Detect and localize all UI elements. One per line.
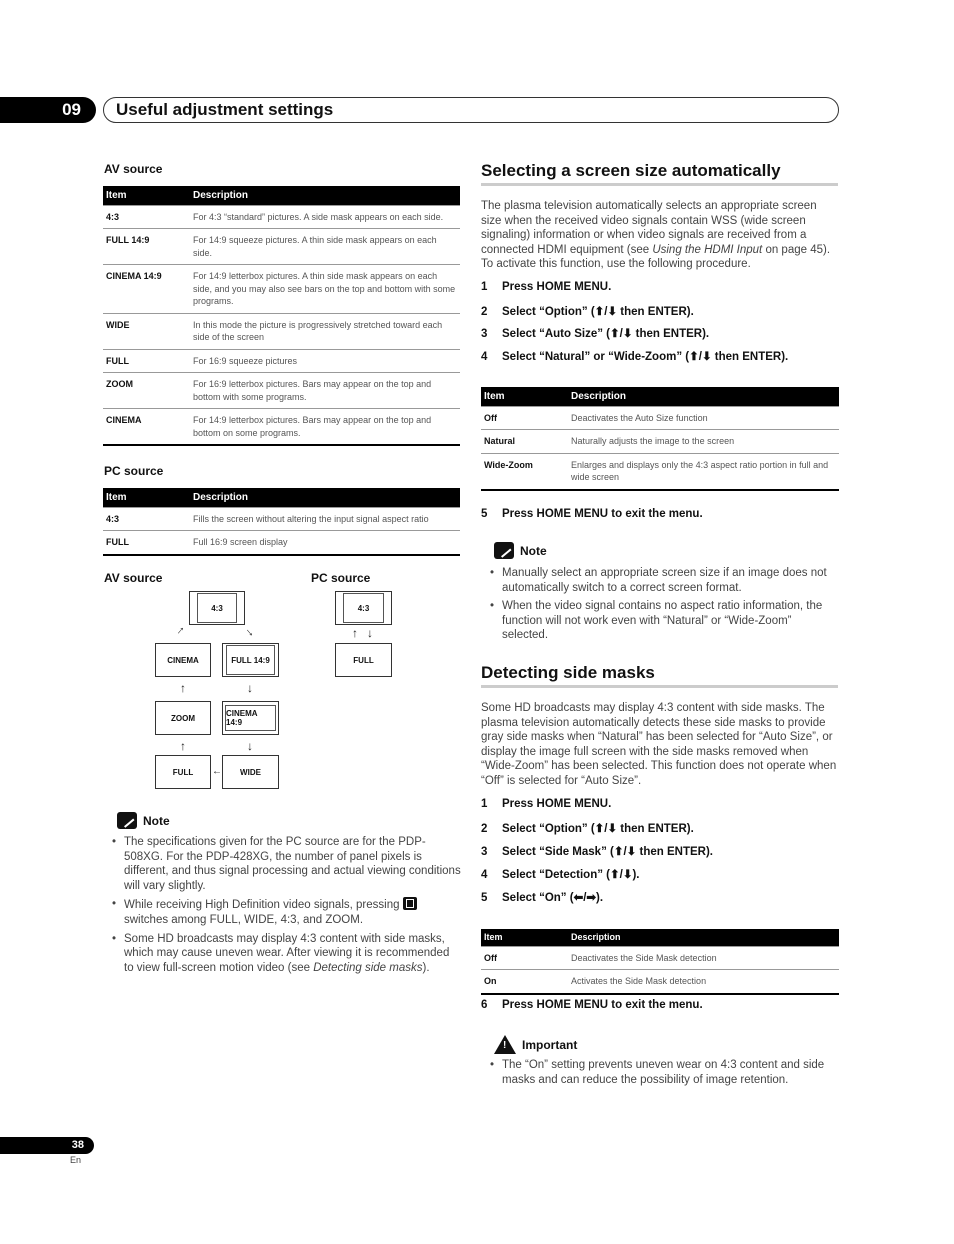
- important-list: [489, 1058, 839, 1087]
- list-item: • The specifications given for the PC source are for the PDP-508XG. For the PDP-428XG, the number of panel pixels is different, and thus signal processing and actual viewing conditions will vary slightly.: [111, 835, 461, 893]
- cell-desc: For 14:9 squeeze pictures. A thin side mask appears on each side.: [190, 229, 460, 265]
- cell-item: Natural: [481, 430, 568, 454]
- diagram-pc-label: PC source: [311, 571, 371, 585]
- table-row: [103, 229, 460, 265]
- note-link-text: Detecting side masks: [313, 961, 423, 974]
- section-heading-auto-size: Selecting a screen size automatically: [481, 161, 838, 186]
- step-number: 1: [481, 798, 488, 810]
- cell-desc: Deactivates the Auto Size function: [568, 406, 839, 430]
- cell-desc: For 16:9 squeeze pictures: [190, 349, 460, 373]
- step-3: [481, 326, 709, 340]
- arrow-up-right-icon: ↑: [174, 622, 188, 638]
- col-item: Item: [103, 186, 190, 205]
- important-title: Important: [522, 1037, 578, 1052]
- cell-desc: For 16:9 letterbox pictures. Bars may appear on the top and bottom with some programs.: [190, 373, 460, 409]
- col-item: Item: [103, 488, 190, 507]
- arrow-up-icon: ↑: [180, 739, 186, 753]
- cell-item: 4:3: [103, 205, 190, 229]
- list-item: [111, 932, 461, 976]
- col-description: Description: [568, 929, 839, 946]
- mode-box-full: [155, 755, 211, 789]
- chapter-number: 09: [0, 97, 96, 123]
- step-5: [481, 508, 703, 520]
- cell-item: ZOOM: [103, 373, 190, 409]
- step-number: 6: [481, 999, 488, 1011]
- important-header: [494, 1035, 577, 1054]
- cell-desc: Fills the screen without altering the input signal aspect ratio: [190, 507, 460, 531]
- cell-desc: In this mode the picture is progressively stretched toward each side of the screen: [190, 313, 460, 349]
- step-text: Press HOME MENU to exit the menu.: [502, 508, 703, 520]
- mode-box-cinema-14-9: [222, 701, 279, 735]
- cell-item: CINEMA 14:9: [103, 265, 190, 314]
- note-text: While receiving High Definition video signals, pressing: [124, 899, 400, 912]
- step-text: Press HOME MENU to exit the menu.: [502, 999, 703, 1011]
- table-row: [103, 409, 460, 446]
- step-number: 3: [481, 328, 488, 340]
- cell-item: Off: [481, 406, 568, 430]
- table-row: [481, 430, 839, 454]
- step-number: 5: [481, 892, 488, 904]
- mode-box-wide: [222, 755, 279, 789]
- auto-size-table: [481, 387, 839, 491]
- note-text: Some HD broadcasts may display 4:3 content with side masks, which may cause uneven wear. After viewing it is recommended to view full-screen motion video (see: [124, 932, 450, 974]
- right-note-list: [489, 566, 839, 643]
- col-item: Item: [481, 929, 568, 946]
- left-note-header: [117, 812, 170, 829]
- mode-label: ZOOM: [157, 705, 209, 731]
- step-text: Select “Option” (⬆/⬇ then ENTER).: [502, 306, 694, 318]
- mode-box-full-14-9: [222, 643, 279, 677]
- arrow-left-icon: ←: [212, 766, 222, 777]
- step-text: Select “Side Mask” (⬆/⬇ then ENTER).: [502, 846, 713, 858]
- cell-item: On: [481, 970, 568, 994]
- table-row: [103, 265, 460, 314]
- note-title: Note: [520, 543, 547, 558]
- step-number: 3: [481, 846, 488, 858]
- step-5: [481, 890, 603, 904]
- list-item: • When the video signal contains no aspect ratio information, the function will not work even with “Natural” or “Wide-Zoom” selected.: [489, 599, 839, 643]
- cell-desc: Naturally adjusts the image to the screen: [568, 430, 839, 454]
- step-number: 4: [481, 351, 488, 363]
- table-row: [103, 373, 460, 409]
- mode-label: WIDE: [224, 757, 277, 787]
- note-text: ).: [422, 961, 430, 974]
- pc-mode-box-full: [335, 643, 392, 677]
- step-1: [481, 281, 611, 293]
- list-item: • Manually select an appropriate screen size if an image does not automatically switch to a correct screen format.: [489, 566, 839, 595]
- table-row: [481, 946, 839, 970]
- cell-desc: For 14:9 letterbox pictures. A thin side mask appears on each side, and you may also see bars on the top and bottom with some programs.: [190, 265, 460, 314]
- table-row: [481, 453, 839, 490]
- step-3: [481, 844, 713, 858]
- step-4: [481, 867, 640, 881]
- table-row: [103, 531, 460, 555]
- step-number: 1: [481, 281, 488, 293]
- note-title: Note: [143, 813, 170, 828]
- arrow-down-icon: ↓: [367, 626, 373, 640]
- warning-icon: !: [494, 1035, 516, 1054]
- step-number: 4: [481, 869, 488, 881]
- diagram-av-label: AV source: [104, 571, 163, 585]
- cell-desc: Deactivates the Side Mask detection: [568, 946, 839, 970]
- cell-desc: For 4:3 “standard” pictures. A side mask appears on each side.: [190, 205, 460, 229]
- para-text: The plasma television automatically selects an appropriate screen size when the received video signals contain WSS (wide screen signaling) information or when video signals are received from a connected HDMI equipment (see: [481, 200, 817, 256]
- cell-item: Wide-Zoom: [481, 453, 568, 490]
- step-2: [481, 821, 694, 835]
- col-description: Description: [190, 186, 460, 205]
- col-description: Description: [190, 488, 460, 507]
- right-note-header: [494, 542, 547, 559]
- table-row: [481, 970, 839, 994]
- cell-desc: Enlarges and displays only the 4:3 aspect ratio portion in full and wide screen: [568, 453, 839, 490]
- section-heading-side-masks: Detecting side masks: [481, 663, 838, 688]
- left-note-list: [111, 835, 461, 975]
- note-text: switches among FULL, WIDE, 4:3, and ZOOM.: [124, 913, 364, 926]
- cell-item: FULL 14:9: [103, 229, 190, 265]
- col-item: Item: [481, 387, 568, 406]
- mode-box-zoom: [155, 701, 211, 735]
- table-row: [481, 406, 839, 430]
- step-text: Press HOME MENU.: [502, 281, 612, 293]
- step-6: [481, 999, 703, 1011]
- cell-item: WIDE: [103, 313, 190, 349]
- arrow-down-icon: ↓: [247, 681, 253, 695]
- side-mask-table: [481, 929, 839, 995]
- step-text: Press HOME MENU.: [502, 798, 612, 810]
- mode-box-cinema: [155, 643, 211, 677]
- mode-label: 4:3: [197, 593, 237, 623]
- arrow-up-icon: ↑: [352, 626, 358, 640]
- mode-label: 4:3: [343, 593, 384, 623]
- av-source-table: [103, 186, 460, 446]
- table-row: [103, 205, 460, 229]
- cell-item: FULL: [103, 531, 190, 555]
- step-text: Select “Option” (⬆/⬇ then ENTER).: [502, 823, 694, 835]
- mode-label: CINEMA: [157, 648, 209, 672]
- step-text: Select “On” (⬅/➡).: [502, 892, 604, 904]
- para-text: on page 45). To activate this function, use the following procedure.: [481, 243, 831, 271]
- auto-size-paragraph: [481, 199, 838, 272]
- page-number: 38: [0, 1137, 94, 1154]
- step-text: Select “Auto Size” (⬆/⬇ then ENTER).: [502, 328, 710, 340]
- step-text: Select “Detection” (⬆/⬇).: [502, 869, 640, 881]
- table-row: [103, 507, 460, 531]
- mode-label: FULL: [157, 757, 209, 787]
- cell-item: 4:3: [103, 507, 190, 531]
- cell-desc: Activates the Side Mask detection: [568, 970, 839, 994]
- chapter-title: Useful adjustment settings: [103, 97, 839, 123]
- pc-mode-box-4-3: [335, 591, 392, 625]
- step-text: Select “Natural” or “Wide-Zoom” (⬆/⬇ then ENTER).: [502, 351, 789, 363]
- step-1: [481, 798, 611, 810]
- mode-label: CINEMA 14:9: [225, 705, 276, 731]
- mode-label: FULL 14:9: [226, 645, 275, 675]
- col-description: Description: [568, 387, 839, 406]
- pc-source-table: [103, 488, 460, 556]
- arrow-down-icon: ↓: [247, 739, 253, 753]
- arrow-up-icon: ↑: [180, 681, 186, 695]
- av-source-title: AV source: [104, 162, 163, 176]
- step-number: 5: [481, 508, 488, 520]
- cell-desc: Full 16:9 screen display: [190, 531, 460, 555]
- mode-label: FULL: [337, 645, 390, 675]
- step-number: 2: [481, 823, 488, 835]
- cell-item: CINEMA: [103, 409, 190, 446]
- step-2: [481, 304, 694, 318]
- para-ref: Using the HDMI Input: [652, 243, 763, 256]
- list-item: [111, 897, 461, 927]
- side-mask-paragraph: Some HD broadcasts may display 4:3 content with side masks. The plasma television automatically detects these side masks to provide gray side masks when “Natural” has been selected for “Auto Size”, or display the image full screen with the side masks removed when “Wide-Zoom” has been selected. This function does not operate when “Off” is selected for “Auto Size”.: [481, 702, 837, 787]
- arrow-down-right-icon: ↓: [242, 624, 256, 640]
- pencil-note-icon: [117, 812, 137, 829]
- page-language: En: [70, 1155, 82, 1165]
- pc-source-title: PC source: [104, 464, 164, 478]
- step-4: [481, 349, 788, 363]
- cell-item: FULL: [103, 349, 190, 373]
- table-row: [103, 313, 460, 349]
- cell-item: Off: [481, 946, 568, 970]
- step-number: 2: [481, 306, 488, 318]
- cell-desc: For 14:9 letterbox pictures. Bars may appear on the top and bottom on some programs.: [190, 409, 460, 446]
- pencil-note-icon: [494, 542, 514, 559]
- table-row: [103, 349, 460, 373]
- mode-box-4-3: [189, 591, 245, 625]
- hd-button-icon: [403, 897, 417, 910]
- list-item: • The “On” setting prevents uneven wear on 4:3 content and side masks and can reduce the possibility of image retention.: [489, 1058, 839, 1087]
